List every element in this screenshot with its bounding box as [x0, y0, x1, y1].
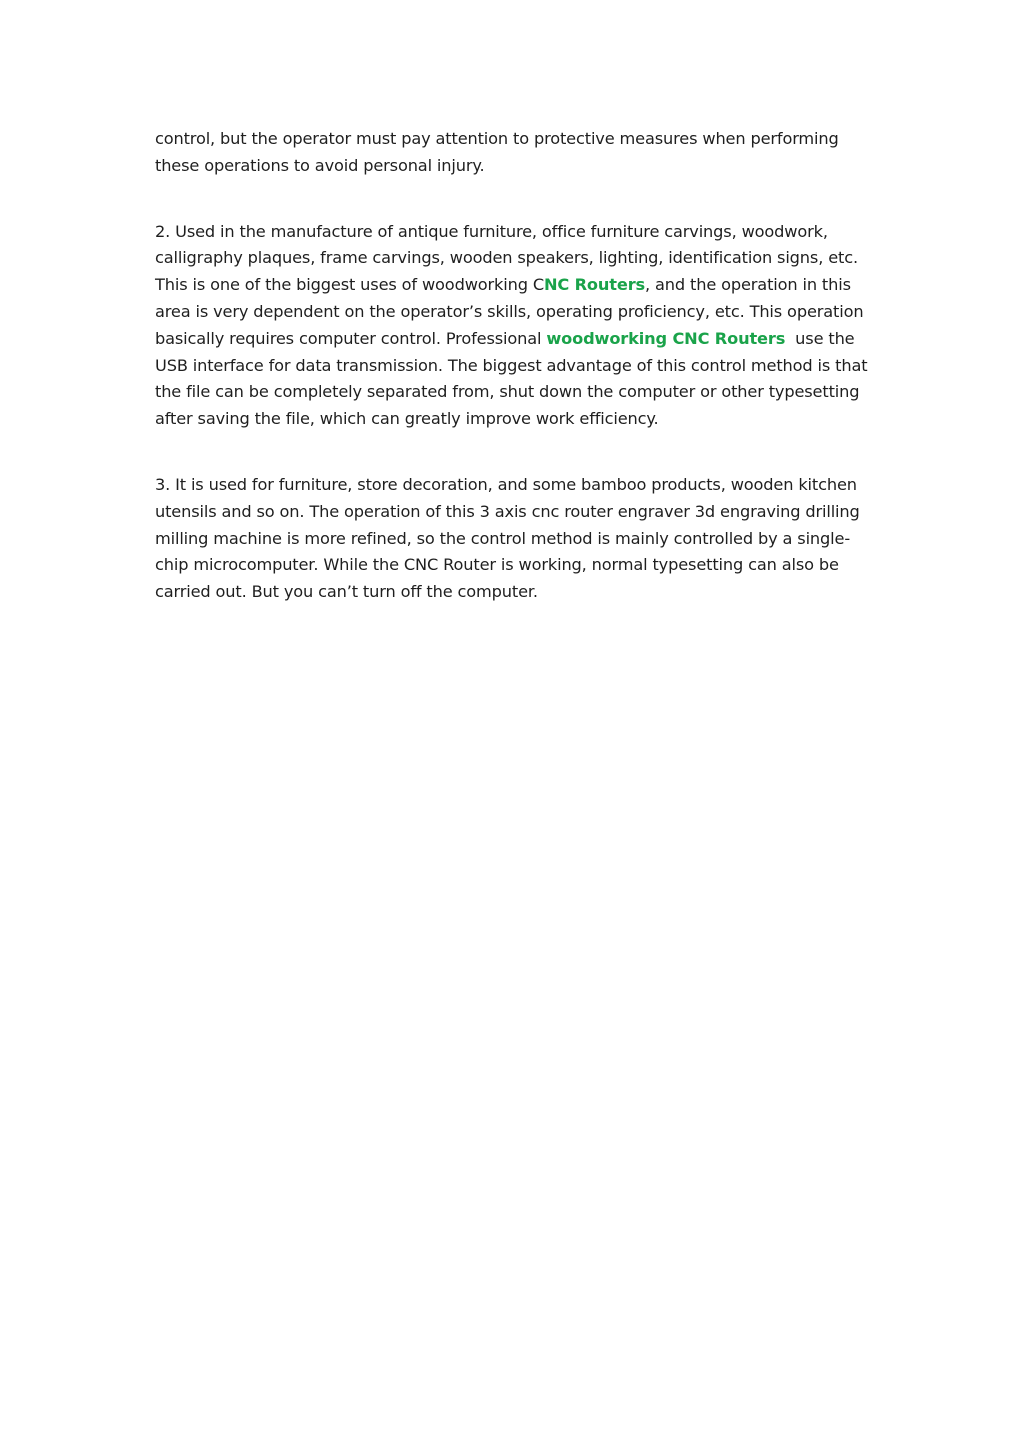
paragraph-text: , and the operation in this area is very dependent on the operator’s skills, operating proficiency, etc. This operation basically requires computer control. Professional — [155, 275, 864, 348]
paragraph-2 — [155, 219, 875, 433]
paragraph-text: 2. Used in the manufacture of antique furniture, office furniture carvings, woodwork, calligraphy plaques, frame carvings, wooden speakers, lighting, identification signs, etc. This is one of the biggest uses of woodworking C — [155, 221, 858, 295]
paragraph-text: use the USB interface for data transmission. The biggest advantage of this control method is that the file can be completely separated from, shut down the computer or other typesetting after saving the file, which can greatly improve work efficiency. — [155, 328, 873, 429]
cnc-routers-link[interactable]: NC Routers — [544, 275, 646, 295]
document-page — [155, 126, 875, 645]
paragraph-text: 3. It is used for furniture, store decoration, and some bamboo products, wooden kitchen utensils and so on. The operation of this 3 axis cnc router engraver 3d engraving drilling milling machine is more refined, so the control method is mainly controlled by a single-chip microcomputer. While the CNC Router is working, normal typesetting can also be carried out. But you can’t turn off the computer. — [155, 474, 860, 602]
woodworking-cnc-routers-link[interactable]: woodworking CNC Routers — [546, 328, 786, 348]
paragraph-3 — [155, 472, 875, 606]
paragraph-text: control, but the operator must pay attention to protective measures when performing these operations to avoid personal injury. — [155, 129, 839, 175]
paragraph-1 — [155, 126, 875, 180]
